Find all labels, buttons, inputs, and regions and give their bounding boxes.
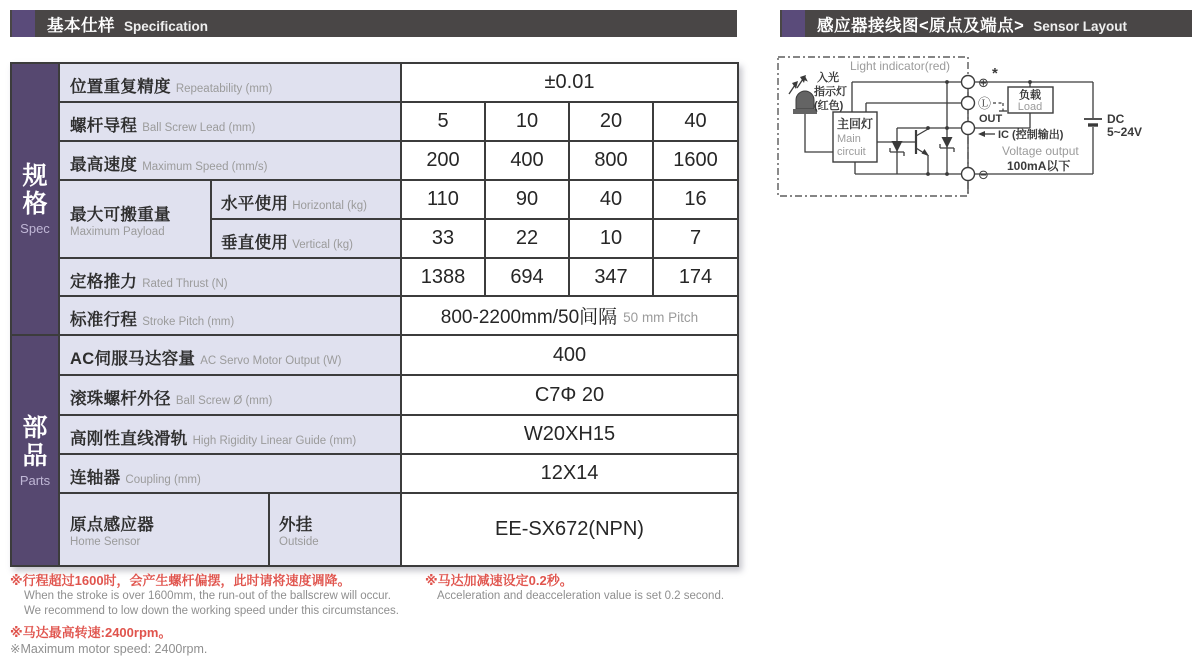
note-acceleration-cn: ※马达加减速设定0.2秒。 [425, 573, 573, 588]
value-speed-1: 200 [402, 142, 486, 181]
header-accent-square [12, 10, 35, 37]
terminal-minus-symbol: ⊖ [978, 167, 989, 182]
sensor-layout-header-bar [780, 10, 1192, 37]
value-thrust-4: 174 [654, 259, 739, 297]
value-vertical-1: 33 [402, 220, 486, 259]
dc-label: DC [1107, 112, 1125, 126]
row-label-servo-output: AC伺服马达容量 AC Servo Motor Output (W) [60, 336, 402, 376]
note-stroke-runout-en2: We recommend to low down the working speed under this circumstances. [24, 605, 399, 617]
value-home-sensor: EE-SX672(NPN) [402, 494, 739, 567]
row-label-ball-screw-dia: 滚珠螺杆外径 Ball Screw Ø (mm) [60, 376, 402, 416]
value-vertical-4: 7 [654, 220, 739, 259]
value-linear-guide: W20XH15 [402, 416, 739, 455]
section-header-spec: 规格 Spec [12, 64, 60, 336]
terminal-plus-circle [962, 76, 975, 89]
value-lead-1: 5 [402, 103, 486, 142]
value-horizontal-3: 40 [570, 181, 654, 220]
led-label-2: 指示灯 [814, 86, 847, 98]
row-label-home-sensor: 原点感应器 Home Sensor [60, 494, 270, 567]
value-speed-4: 1600 [654, 142, 739, 181]
value-speed-3: 800 [570, 142, 654, 181]
led-label-3: (红色) [814, 100, 844, 112]
terminal-l-circle [962, 97, 975, 110]
row-label-vertical: 垂直使用 Vertical (kg) [212, 220, 402, 259]
value-coupling: 12X14 [402, 455, 739, 494]
terminal-l-dashed-tail [993, 103, 1003, 111]
battery-icon [1084, 119, 1102, 125]
value-lead-3: 20 [570, 103, 654, 142]
spec-table [10, 62, 739, 567]
terminal-l-symbol: Ⓛ [978, 96, 992, 111]
row-label-linear-guide: 高刚性直线滑轨 High Rigidity Linear Guide (mm) [60, 416, 402, 455]
row-label-ball-screw-lead: 螺杆导程 Ball Screw Lead (mm) [60, 103, 402, 142]
row-label-stroke-pitch: 标准行程 Stroke Pitch (mm) [60, 297, 402, 336]
terminal-out-circle [962, 122, 975, 135]
note-stroke-runout-en1: When the stroke is over 1600mm, the run-out of the ballscrew will occur. [24, 590, 391, 602]
value-speed-2: 400 [486, 142, 570, 181]
note-acceleration-en: Acceleration and deacceleration value is set 0.2 second. [437, 590, 725, 602]
specification-header-bar [10, 10, 737, 37]
main-circuit-label-en2: circuit [837, 146, 866, 158]
sensor-layout-title-cn: 感应器接线图<原点及端点> [817, 16, 1025, 35]
header-accent-square [782, 10, 805, 37]
row-label-outside: 外挂 Outside [270, 494, 402, 567]
out-label: OUT [979, 113, 1003, 125]
note-motor-speed-en: ※Maximum motor speed: 2400rpm. [10, 642, 208, 656]
value-thrust-1: 1388 [402, 259, 486, 297]
current-limit-label: 100mA以下 [1007, 159, 1071, 173]
row-label-horizontal: 水平使用 Horizontal (kg) [212, 181, 402, 220]
value-horizontal-4: 16 [654, 181, 739, 220]
zener-diode-icon [890, 128, 904, 174]
section-header-parts: 部品 Parts [12, 336, 60, 567]
value-ball-screw-dia: C7Φ 20 [402, 376, 739, 416]
value-lead-4: 40 [654, 103, 739, 142]
terminal-minus-circle [962, 168, 975, 181]
value-repeatability: ±0.01 [402, 64, 739, 103]
dc-voltage-label: 5~24V [1107, 125, 1143, 139]
value-vertical-2: 22 [486, 220, 570, 259]
terminal-plus-symbol: ⊕ [978, 75, 989, 90]
ic-output-arrow-icon [978, 131, 995, 137]
note-stroke-runout-cn: ※行程超过1600时，会产生螺杆偏摆，此时请将速度调降。 [10, 573, 351, 588]
value-thrust-3: 347 [570, 259, 654, 297]
load-label-en: Load [1017, 101, 1043, 113]
row-label-max-speed: 最高速度 Maximum Speed (mm/s) [60, 142, 402, 181]
value-thrust-2: 694 [486, 259, 570, 297]
value-horizontal-1: 110 [402, 181, 486, 220]
asterisk-marker: * [992, 65, 998, 82]
note-motor-speed-cn: ※马达最高转速:2400rpm。 [10, 625, 172, 640]
value-stroke-pitch: 800-2200mm/50间隔 50 mm Pitch [402, 297, 739, 336]
specification-title-cn: 基本仕样 [47, 16, 115, 35]
voltage-output-label: Voltage output [1002, 144, 1079, 158]
row-label-rated-thrust: 定格推力 Rated Thrust (N) [60, 259, 402, 297]
row-label-repeatability: 位置重复精度 Repeatability (mm) [60, 64, 402, 103]
ic-output-label: IC (控制输出) [998, 129, 1064, 141]
sensor-layout-title-en: Sensor Layout [1033, 18, 1128, 34]
value-horizontal-2: 90 [486, 181, 570, 220]
value-vertical-3: 10 [570, 220, 654, 259]
main-circuit-label-cn: 主回灯 [837, 117, 874, 131]
row-label-coupling: 连轴器 Coupling (mm) [60, 455, 402, 494]
light-indicator-label: Light indicator(red) [850, 59, 951, 73]
specification-title-en: Specification [124, 18, 209, 34]
main-circuit-label-en1: Main [837, 133, 861, 145]
transistor-icon [916, 128, 929, 174]
load-label-cn: 负载 [1019, 89, 1041, 102]
value-servo-output: 400 [402, 336, 739, 376]
led-indicator-icon [789, 75, 817, 114]
value-lead-2: 10 [486, 103, 570, 142]
terminal-column [962, 75, 975, 193]
led-label-1: 入光 [817, 72, 839, 84]
row-label-max-payload: 最大可搬重量 Maximum Payload [60, 181, 212, 259]
sensor-wiring-diagram [770, 45, 1200, 215]
